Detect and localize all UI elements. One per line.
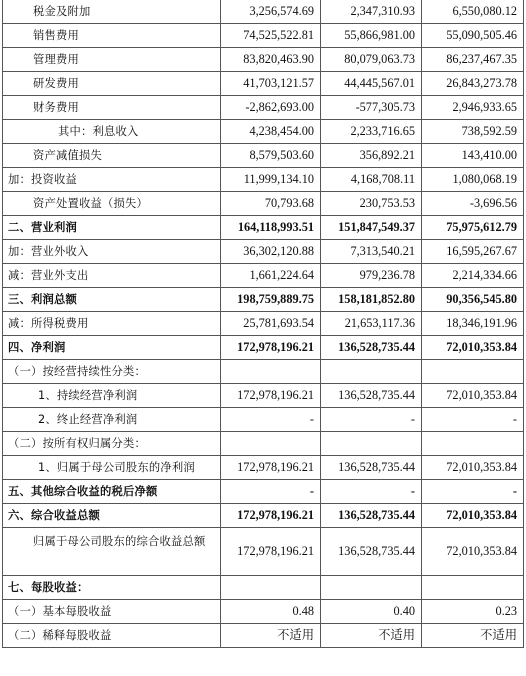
value-cell-col1: [221, 360, 321, 383]
row-label: （一）基本每股收益: [3, 600, 221, 623]
value-cell-col3: 2,946,933.65: [452, 100, 517, 114]
value-cell-col3: 不适用: [480, 628, 517, 642]
row-label: 财务费用: [3, 96, 221, 119]
value-cell-col3: 1,080,068.19: [452, 172, 517, 186]
row-label: 加：投资收益: [3, 168, 221, 191]
table-row: [3, 47, 523, 71]
row-label: 1、持续经营净利润: [3, 384, 221, 407]
value-cell-col3: 26,843,273.78: [446, 76, 517, 90]
table-row: [3, 143, 523, 167]
value-cell-col1: -: [221, 408, 321, 431]
value-cell-col3: 72,010,353.84: [446, 460, 517, 474]
value-cell-col3: -: [512, 412, 517, 426]
value-cell-col2: 136,528,735.44: [321, 456, 422, 479]
row-label: 减：营业外支出: [3, 264, 221, 287]
value-cell-col1: 74,525,522.81: [221, 24, 321, 47]
value-cell-col1: 0.48: [221, 600, 321, 623]
table-row: [3, 575, 523, 599]
table-row: [3, 527, 523, 575]
value-cell-col1: 172,978,196.21: [221, 456, 321, 479]
value-cell-col3: 90,356,545.80: [446, 292, 517, 306]
table-row: [3, 623, 523, 647]
row-label: 1、归属于母公司股东的净利润: [3, 456, 221, 479]
row-label: 其中：利息收入: [3, 120, 221, 143]
row-label: 研发费用: [3, 72, 221, 95]
table-row: [3, 263, 523, 287]
value-cell-col3: 738,592.59: [461, 124, 517, 138]
value-cell-col2: 230,753.53: [321, 192, 422, 215]
value-cell-col1: 不适用: [221, 624, 321, 647]
value-cell-col1: 172,978,196.21: [221, 528, 321, 575]
value-cell-col3: 143,410.00: [461, 148, 517, 162]
value-cell-col2: 136,528,735.44: [321, 336, 422, 359]
value-cell-col2: 55,866,981.00: [321, 24, 422, 47]
value-cell-col1: 8,579,503.60: [221, 144, 321, 167]
value-cell-col2: 44,445,567.01: [321, 72, 422, 95]
table-row: [3, 0, 523, 23]
row-label: 五、其他综合收益的税后净额: [3, 480, 221, 503]
row-label: 资产减值损失: [3, 144, 221, 167]
row-label: 税金及附加: [3, 0, 221, 23]
value-cell-col2: 136,528,735.44: [321, 528, 422, 575]
table-row: [3, 503, 523, 527]
value-cell-col2: 979,236.78: [321, 264, 422, 287]
value-cell-col3: 6,550,080.12: [452, 4, 517, 18]
value-cell-col3: 72,010,353.84: [446, 508, 517, 522]
value-cell-col2: -: [321, 480, 422, 503]
table-row: [3, 239, 523, 263]
table-row: [3, 383, 523, 407]
value-cell-col2: 21,653,117.36: [321, 312, 422, 335]
row-label: 七、每股收益：: [3, 576, 221, 599]
value-cell-col3: 72,010,353.84: [446, 544, 517, 558]
row-label: 归属于母公司股东的综合收益总额: [3, 528, 221, 575]
row-label: 三、利润总额: [3, 288, 221, 311]
value-cell-col3: 86,237,467.35: [446, 52, 517, 66]
row-label: 销售费用: [3, 24, 221, 47]
value-cell-col2: 7,313,540.21: [321, 240, 422, 263]
value-cell-col3: [422, 576, 523, 599]
value-cell-col1: [221, 432, 321, 455]
row-label: （一）按经营持续性分类：: [3, 360, 221, 383]
table-row: [3, 359, 523, 383]
value-cell-col2: 136,528,735.44: [321, 384, 422, 407]
value-cell-col1: 3,256,574.69: [221, 0, 321, 23]
value-cell-col3: 16,595,267.67: [446, 244, 517, 258]
value-cell-col3: 55,090,505.46: [446, 28, 517, 42]
table-row: [3, 287, 523, 311]
row-label: （二）稀释每股收益: [3, 624, 221, 647]
value-cell-col2: [321, 576, 422, 599]
value-cell-col1: 83,820,463.90: [221, 48, 321, 71]
value-cell-col2: 4,168,708.11: [321, 168, 422, 191]
value-cell-col1: 172,978,196.21: [221, 336, 321, 359]
row-label: 二、营业利润: [3, 216, 221, 239]
table-row: [3, 455, 523, 479]
value-cell-col3: [422, 432, 523, 455]
value-cell-col2: [321, 432, 422, 455]
value-cell-col3: 18,346,191.96: [446, 316, 517, 330]
value-cell-col2: 2,347,310.93: [321, 0, 422, 23]
value-cell-col1: [221, 576, 321, 599]
value-cell-col2: 151,847,549.37: [321, 216, 422, 239]
row-label: 管理费用: [3, 48, 221, 71]
value-cell-col2: 158,181,852.80: [321, 288, 422, 311]
value-cell-col3: 72,010,353.84: [446, 340, 517, 354]
value-cell-col2: 2,233,716.65: [321, 120, 422, 143]
row-label: 2、终止经营净利润: [3, 408, 221, 431]
row-label: （二）按所有权归属分类：: [3, 432, 221, 455]
value-cell-col3: 0.23: [495, 604, 517, 618]
value-cell-col2: 80,079,063.73: [321, 48, 422, 71]
value-cell-col2: 不适用: [321, 624, 422, 647]
table-row: [3, 431, 523, 455]
table-row: [3, 167, 523, 191]
row-label: 六、综合收益总额: [3, 504, 221, 527]
value-cell-col2: 136,528,735.44: [321, 504, 422, 527]
value-cell-col1: 11,999,134.10: [221, 168, 321, 191]
value-cell-col1: -: [221, 480, 321, 503]
table-row: [3, 95, 523, 119]
value-cell-col1: 41,703,121.57: [221, 72, 321, 95]
value-cell-col1: 172,978,196.21: [221, 504, 321, 527]
value-cell-col1: 164,118,993.51: [221, 216, 321, 239]
table-row: [3, 311, 523, 335]
income-statement-table: [2, 0, 524, 648]
table-row: [3, 191, 523, 215]
value-cell-col1: 172,978,196.21: [221, 384, 321, 407]
table-row: [3, 71, 523, 95]
value-cell-col2: 356,892.21: [321, 144, 422, 167]
table-row: [3, 335, 523, 359]
value-cell-col3: 2,214,334.66: [452, 268, 517, 282]
table-row: [3, 407, 523, 431]
value-cell-col3: -: [512, 484, 517, 498]
table-row: [3, 23, 523, 47]
row-label: 加：营业外收入: [3, 240, 221, 263]
value-cell-col3: [422, 360, 523, 383]
table-row: [3, 215, 523, 239]
value-cell-col3: 75,975,612.79: [446, 220, 517, 234]
value-cell-col1: 1,661,224.64: [221, 264, 321, 287]
value-cell-col1: 198,759,889.75: [221, 288, 321, 311]
value-cell-col3: 72,010,353.84: [446, 388, 517, 402]
table-row: [3, 119, 523, 143]
value-cell-col2: 0.40: [321, 600, 422, 623]
value-cell-col2: -577,305.73: [321, 96, 422, 119]
row-label: 减：所得税费用: [3, 312, 221, 335]
row-label: 资产处置收益（损失）: [3, 192, 221, 215]
value-cell-col1: 4,238,454.00: [221, 120, 321, 143]
value-cell-col1: 36,302,120.88: [221, 240, 321, 263]
value-cell-col1: 25,781,693.54: [221, 312, 321, 335]
value-cell-col2: [321, 360, 422, 383]
value-cell-col1: -2,862,693.00: [221, 96, 321, 119]
value-cell-col2: -: [321, 408, 422, 431]
table-row: [3, 599, 523, 623]
value-cell-col3: -3,696.56: [469, 196, 517, 210]
row-label: 四、净利润: [3, 336, 221, 359]
table-row: [3, 479, 523, 503]
value-cell-col1: 70,793.68: [221, 192, 321, 215]
